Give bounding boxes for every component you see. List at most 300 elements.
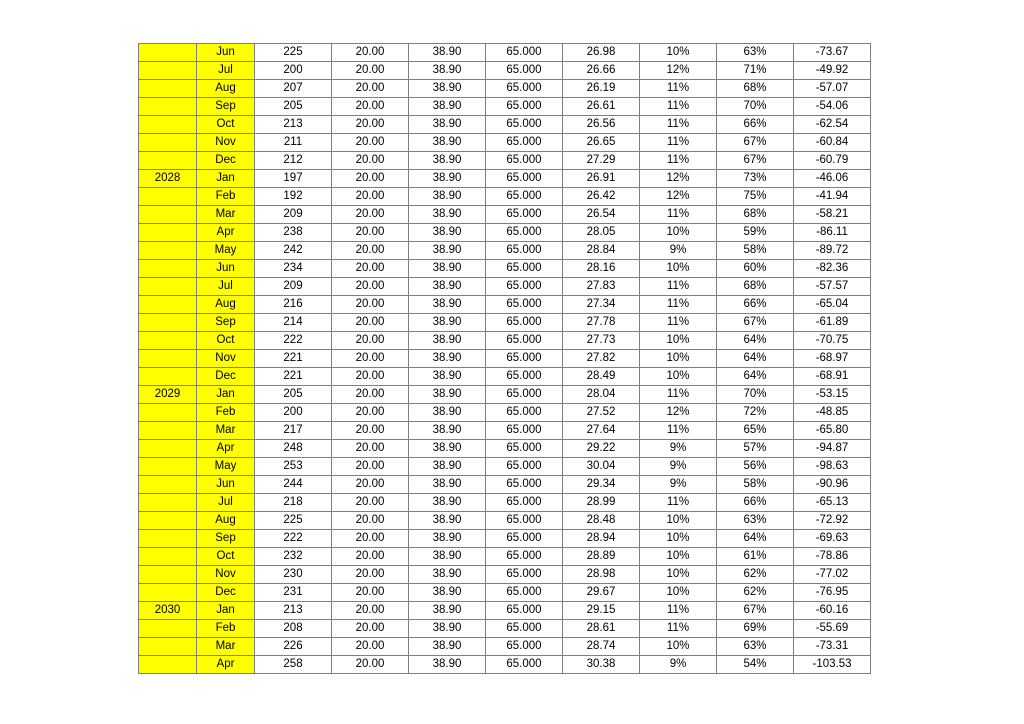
value-cell-1: 230 [255,566,332,584]
value-cell-3: 38.90 [409,296,486,314]
value-cell-7: 64% [717,350,794,368]
value-cell-2: 20.00 [332,224,409,242]
value-cell-8: -69.63 [794,530,871,548]
value-cell-7: 57% [717,440,794,458]
value-cell-8: -68.91 [794,368,871,386]
value-cell-6: 11% [640,422,717,440]
year-cell [139,332,197,350]
value-cell-3: 38.90 [409,224,486,242]
year-cell [139,278,197,296]
value-cell-8: -68.97 [794,350,871,368]
value-cell-4: 65.000 [486,368,563,386]
value-cell-3: 38.90 [409,530,486,548]
value-cell-3: 38.90 [409,62,486,80]
value-cell-2: 20.00 [332,512,409,530]
value-cell-1: 205 [255,98,332,116]
value-cell-6: 10% [640,566,717,584]
value-cell-2: 20.00 [332,116,409,134]
month-cell: May [197,242,255,260]
value-cell-1: 231 [255,584,332,602]
value-cell-1: 244 [255,476,332,494]
value-cell-3: 38.90 [409,98,486,116]
value-cell-2: 20.00 [332,170,409,188]
value-cell-8: -72.92 [794,512,871,530]
month-cell: Aug [197,296,255,314]
value-cell-4: 65.000 [486,350,563,368]
value-cell-6: 11% [640,206,717,224]
value-cell-8: -82.36 [794,260,871,278]
value-cell-3: 38.90 [409,80,486,98]
value-cell-8: -89.72 [794,242,871,260]
month-cell: Jan [197,170,255,188]
value-cell-4: 65.000 [486,98,563,116]
value-cell-5: 28.94 [563,530,640,548]
value-cell-8: -73.67 [794,44,871,62]
value-cell-5: 26.42 [563,188,640,206]
value-cell-1: 209 [255,206,332,224]
value-cell-6: 10% [640,584,717,602]
year-cell [139,260,197,278]
value-cell-2: 20.00 [332,350,409,368]
value-cell-6: 11% [640,602,717,620]
value-cell-3: 38.90 [409,152,486,170]
month-cell: Apr [197,224,255,242]
value-cell-5: 30.38 [563,656,640,674]
value-cell-5: 27.83 [563,278,640,296]
value-cell-2: 20.00 [332,620,409,638]
value-cell-7: 64% [717,530,794,548]
value-cell-6: 9% [640,656,717,674]
value-cell-4: 65.000 [486,476,563,494]
year-cell [139,566,197,584]
value-cell-4: 65.000 [486,404,563,422]
month-cell: Oct [197,332,255,350]
table-body [139,44,871,674]
table-row [139,422,871,440]
value-cell-3: 38.90 [409,260,486,278]
value-cell-5: 26.91 [563,170,640,188]
value-cell-8: -55.69 [794,620,871,638]
value-cell-8: -65.04 [794,296,871,314]
value-cell-1: 200 [255,404,332,422]
table-row [139,188,871,206]
value-cell-5: 27.78 [563,314,640,332]
value-cell-2: 20.00 [332,332,409,350]
value-cell-6: 10% [640,332,717,350]
value-cell-4: 65.000 [486,422,563,440]
value-cell-5: 27.34 [563,296,640,314]
value-cell-3: 38.90 [409,566,486,584]
value-cell-2: 20.00 [332,314,409,332]
year-cell [139,458,197,476]
month-cell: Sep [197,314,255,332]
year-cell [139,314,197,332]
table-row [139,620,871,638]
table-row [139,494,871,512]
value-cell-7: 56% [717,458,794,476]
value-cell-3: 38.90 [409,242,486,260]
value-cell-1: 213 [255,116,332,134]
year-cell [139,548,197,566]
value-cell-2: 20.00 [332,440,409,458]
value-cell-3: 38.90 [409,602,486,620]
value-cell-1: 213 [255,602,332,620]
value-cell-6: 10% [640,44,717,62]
value-cell-6: 11% [640,278,717,296]
value-cell-5: 28.99 [563,494,640,512]
table-row [139,638,871,656]
value-cell-1: 209 [255,278,332,296]
table-row [139,350,871,368]
value-cell-2: 20.00 [332,206,409,224]
value-cell-1: 238 [255,224,332,242]
table-row [139,404,871,422]
value-cell-1: 205 [255,386,332,404]
value-cell-5: 29.15 [563,602,640,620]
value-cell-8: -46.06 [794,170,871,188]
year-cell [139,368,197,386]
value-cell-5: 27.29 [563,152,640,170]
value-cell-4: 65.000 [486,548,563,566]
value-cell-7: 67% [717,134,794,152]
value-cell-8: -61.89 [794,314,871,332]
table-row [139,314,871,332]
table-row [139,62,871,80]
value-cell-2: 20.00 [332,584,409,602]
value-cell-3: 38.90 [409,404,486,422]
table-row [139,656,871,674]
value-cell-4: 65.000 [486,278,563,296]
month-cell: Jan [197,602,255,620]
value-cell-6: 12% [640,404,717,422]
table-row [139,512,871,530]
table-row [139,260,871,278]
year-cell [139,44,197,62]
month-cell: Feb [197,620,255,638]
table-row [139,224,871,242]
value-cell-8: -57.07 [794,80,871,98]
value-cell-4: 65.000 [486,656,563,674]
month-cell: Jun [197,260,255,278]
value-cell-1: 242 [255,242,332,260]
value-cell-3: 38.90 [409,332,486,350]
year-cell [139,512,197,530]
value-cell-1: 253 [255,458,332,476]
value-cell-8: -86.11 [794,224,871,242]
value-cell-1: 208 [255,620,332,638]
value-cell-8: -60.79 [794,152,871,170]
value-cell-4: 65.000 [486,332,563,350]
value-cell-5: 26.98 [563,44,640,62]
value-cell-7: 64% [717,332,794,350]
month-cell: Jun [197,44,255,62]
value-cell-7: 66% [717,116,794,134]
year-cell [139,296,197,314]
value-cell-8: -70.75 [794,332,871,350]
value-cell-8: -65.13 [794,494,871,512]
value-cell-2: 20.00 [332,242,409,260]
year-cell [139,80,197,98]
value-cell-6: 9% [640,458,717,476]
value-cell-4: 65.000 [486,602,563,620]
value-cell-2: 20.00 [332,476,409,494]
table-row [139,278,871,296]
value-cell-8: -57.57 [794,278,871,296]
value-cell-5: 29.67 [563,584,640,602]
value-cell-2: 20.00 [332,602,409,620]
value-cell-4: 65.000 [486,116,563,134]
value-cell-5: 28.89 [563,548,640,566]
value-cell-5: 30.04 [563,458,640,476]
value-cell-6: 11% [640,494,717,512]
value-cell-1: 225 [255,44,332,62]
year-cell [139,620,197,638]
value-cell-5: 28.84 [563,242,640,260]
month-cell: Dec [197,368,255,386]
value-cell-8: -90.96 [794,476,871,494]
month-cell: Apr [197,440,255,458]
value-cell-3: 38.90 [409,134,486,152]
value-cell-3: 38.90 [409,350,486,368]
value-cell-8: -60.16 [794,602,871,620]
table-row [139,44,871,62]
value-cell-6: 10% [640,638,717,656]
value-cell-7: 62% [717,584,794,602]
value-cell-7: 65% [717,422,794,440]
value-cell-3: 38.90 [409,116,486,134]
value-cell-7: 70% [717,98,794,116]
value-cell-5: 28.48 [563,512,640,530]
value-cell-3: 38.90 [409,512,486,530]
value-cell-4: 65.000 [486,494,563,512]
table-row [139,296,871,314]
value-cell-7: 68% [717,206,794,224]
value-cell-7: 63% [717,638,794,656]
value-cell-5: 26.56 [563,116,640,134]
value-cell-5: 28.74 [563,638,640,656]
month-cell: Mar [197,422,255,440]
value-cell-5: 26.65 [563,134,640,152]
value-cell-5: 26.19 [563,80,640,98]
value-cell-8: -103.53 [794,656,871,674]
table-row [139,458,871,476]
value-cell-2: 20.00 [332,62,409,80]
table-row [139,80,871,98]
value-cell-8: -98.63 [794,458,871,476]
value-cell-3: 38.90 [409,494,486,512]
value-cell-7: 63% [717,44,794,62]
value-cell-1: 221 [255,368,332,386]
month-cell: Jan [197,386,255,404]
value-cell-2: 20.00 [332,386,409,404]
year-cell [139,476,197,494]
year-cell [139,62,197,80]
value-cell-1: 214 [255,314,332,332]
month-cell: Feb [197,404,255,422]
table-row [139,566,871,584]
value-cell-1: 197 [255,170,332,188]
value-cell-4: 65.000 [486,512,563,530]
month-cell: Nov [197,134,255,152]
year-cell [139,206,197,224]
year-cell [139,440,197,458]
value-cell-4: 65.000 [486,638,563,656]
value-cell-7: 67% [717,602,794,620]
value-cell-3: 38.90 [409,458,486,476]
table-row [139,242,871,260]
value-cell-7: 73% [717,170,794,188]
month-cell: Sep [197,98,255,116]
value-cell-6: 11% [640,620,717,638]
year-cell: 2029 [139,386,197,404]
value-cell-4: 65.000 [486,134,563,152]
month-cell: Nov [197,566,255,584]
value-cell-3: 38.90 [409,206,486,224]
value-cell-8: -53.15 [794,386,871,404]
value-cell-8: -48.85 [794,404,871,422]
value-cell-6: 12% [640,62,717,80]
value-cell-8: -78.86 [794,548,871,566]
table-row [139,548,871,566]
value-cell-1: 218 [255,494,332,512]
month-cell: Mar [197,638,255,656]
value-cell-2: 20.00 [332,278,409,296]
value-cell-3: 38.90 [409,548,486,566]
value-cell-2: 20.00 [332,188,409,206]
value-cell-6: 10% [640,512,717,530]
value-cell-2: 20.00 [332,296,409,314]
year-cell [139,134,197,152]
value-cell-5: 28.05 [563,224,640,242]
value-cell-5: 27.82 [563,350,640,368]
table-row [139,584,871,602]
value-cell-4: 65.000 [486,584,563,602]
month-cell: Aug [197,80,255,98]
value-cell-7: 54% [717,656,794,674]
value-cell-4: 65.000 [486,62,563,80]
value-cell-6: 11% [640,116,717,134]
value-cell-1: 207 [255,80,332,98]
value-cell-7: 70% [717,386,794,404]
month-cell: Sep [197,530,255,548]
table-row [139,206,871,224]
value-cell-6: 12% [640,170,717,188]
value-cell-1: 222 [255,530,332,548]
value-cell-4: 65.000 [486,44,563,62]
value-cell-2: 20.00 [332,548,409,566]
month-cell: Jul [197,62,255,80]
value-cell-7: 75% [717,188,794,206]
value-cell-6: 11% [640,98,717,116]
year-cell [139,494,197,512]
year-cell [139,638,197,656]
month-cell: Dec [197,584,255,602]
year-cell [139,188,197,206]
year-cell [139,152,197,170]
month-cell: Jul [197,278,255,296]
year-cell: 2030 [139,602,197,620]
value-cell-5: 29.22 [563,440,640,458]
value-cell-4: 65.000 [486,386,563,404]
year-cell [139,98,197,116]
month-cell: Jun [197,476,255,494]
value-cell-7: 69% [717,620,794,638]
value-cell-4: 65.000 [486,170,563,188]
value-cell-1: 212 [255,152,332,170]
year-cell [139,404,197,422]
month-cell: Jul [197,494,255,512]
value-cell-5: 26.61 [563,98,640,116]
value-cell-1: 248 [255,440,332,458]
year-cell [139,584,197,602]
value-cell-3: 38.90 [409,584,486,602]
value-cell-3: 38.90 [409,620,486,638]
value-cell-8: -76.95 [794,584,871,602]
value-cell-3: 38.90 [409,386,486,404]
month-cell: Oct [197,548,255,566]
value-cell-2: 20.00 [332,458,409,476]
value-cell-3: 38.90 [409,314,486,332]
value-cell-6: 11% [640,152,717,170]
value-cell-6: 10% [640,530,717,548]
table-row [139,530,871,548]
value-cell-3: 38.90 [409,188,486,206]
year-cell [139,224,197,242]
year-cell [139,242,197,260]
month-cell: Aug [197,512,255,530]
value-cell-6: 9% [640,242,717,260]
value-cell-2: 20.00 [332,98,409,116]
year-cell [139,350,197,368]
value-cell-8: -41.94 [794,188,871,206]
value-cell-2: 20.00 [332,134,409,152]
value-cell-3: 38.90 [409,278,486,296]
table-row [139,386,871,404]
value-cell-6: 10% [640,368,717,386]
value-cell-2: 20.00 [332,368,409,386]
value-cell-1: 258 [255,656,332,674]
value-cell-8: -54.06 [794,98,871,116]
value-cell-6: 10% [640,350,717,368]
value-cell-5: 28.16 [563,260,640,278]
value-cell-4: 65.000 [486,188,563,206]
value-cell-8: -62.54 [794,116,871,134]
value-cell-3: 38.90 [409,638,486,656]
table-row [139,152,871,170]
month-cell: Apr [197,656,255,674]
value-cell-1: 216 [255,296,332,314]
value-cell-8: -65.80 [794,422,871,440]
value-cell-4: 65.000 [486,296,563,314]
value-cell-2: 20.00 [332,404,409,422]
value-cell-3: 38.90 [409,476,486,494]
value-cell-5: 29.34 [563,476,640,494]
year-cell [139,116,197,134]
value-cell-6: 11% [640,80,717,98]
value-cell-6: 11% [640,314,717,332]
value-cell-7: 66% [717,494,794,512]
value-cell-8: -49.92 [794,62,871,80]
value-cell-3: 38.90 [409,440,486,458]
value-cell-4: 65.000 [486,152,563,170]
value-cell-7: 58% [717,242,794,260]
value-cell-1: 217 [255,422,332,440]
year-cell [139,656,197,674]
table-row [139,476,871,494]
value-cell-1: 232 [255,548,332,566]
value-cell-8: -58.21 [794,206,871,224]
value-cell-2: 20.00 [332,152,409,170]
